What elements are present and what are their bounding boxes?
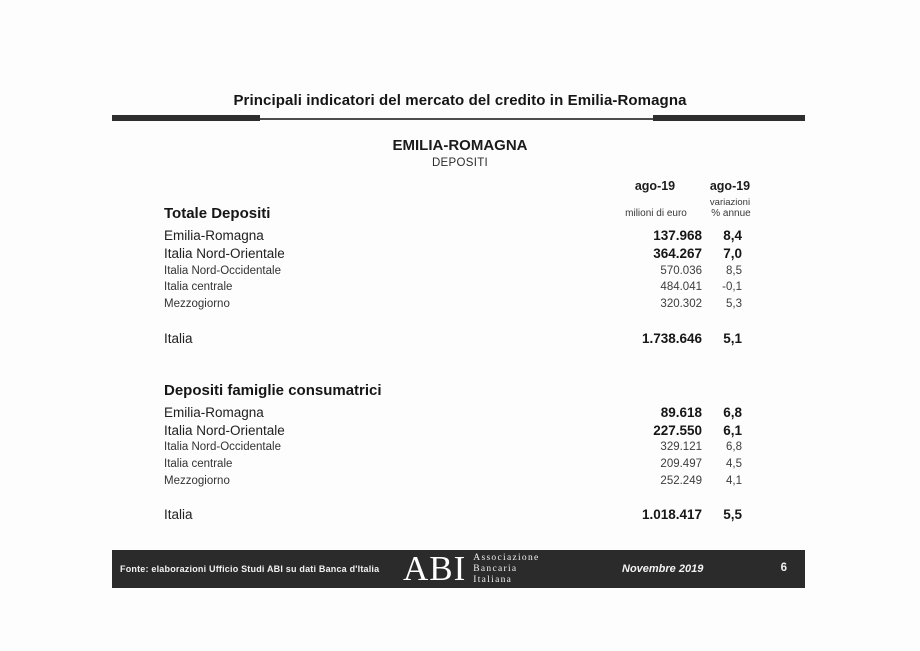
column-header-unit-1: milioni di euro — [625, 208, 687, 219]
footer-bar — [112, 550, 805, 588]
title-divider — [112, 114, 805, 123]
row-value: 1.738.646 — [641, 331, 702, 346]
row-value: 329.121 — [660, 441, 702, 453]
row-value: 364.267 — [653, 246, 702, 261]
table-row — [164, 298, 742, 315]
row-label: Mezzogiorno — [164, 475, 230, 487]
footer-page-number: 6 — [780, 562, 787, 574]
table-row — [164, 405, 742, 422]
row-label: Italia Nord-Occidentale — [164, 441, 281, 453]
row-pct: 8,4 — [723, 228, 742, 243]
footer-date: Novembre 2019 — [622, 563, 704, 575]
footer-source-text: Fonte: elaborazioni Ufficio Studi ABI su dati Banca d'Italia — [120, 564, 380, 574]
row-label: Emilia-Romagna — [164, 228, 264, 243]
row-pct: 4,5 — [726, 458, 742, 470]
divider-thick-right — [653, 115, 805, 121]
table-row — [164, 423, 742, 440]
table-total-row — [164, 507, 742, 524]
row-value: 320.302 — [660, 298, 702, 310]
row-label: Italia Nord-Orientale — [164, 246, 285, 261]
abi-logo — [403, 550, 540, 588]
row-label: Italia — [164, 507, 193, 522]
column-header-variazioni: variazioni — [709, 197, 751, 208]
table-total-row — [164, 331, 742, 348]
row-value: 227.550 — [653, 423, 702, 438]
region-heading: EMILIA-ROMAGNA — [392, 137, 528, 154]
section-heading: DEPOSITI — [431, 157, 489, 169]
row-pct: 6,8 — [726, 441, 742, 453]
abi-logo-text: ABI — [403, 549, 467, 588]
abi-logo-caption — [473, 550, 539, 586]
table-row — [164, 441, 742, 458]
row-label: Italia centrale — [164, 458, 233, 470]
row-label: Mezzogiorno — [164, 298, 230, 310]
row-value: 89.618 — [660, 405, 702, 420]
row-pct: 5,3 — [726, 298, 742, 310]
abi-caption-line: Bancaria — [473, 564, 518, 574]
abi-caption-line: Italiana — [473, 575, 513, 585]
table-row — [164, 475, 742, 492]
column-header-period-1: ago-19 — [634, 179, 676, 193]
table-title-totale-depositi: Totale Depositi — [164, 205, 271, 222]
row-label: Italia centrale — [164, 281, 233, 293]
table-row — [164, 228, 742, 245]
row-pct: 6,8 — [723, 405, 742, 420]
row-value: 252.249 — [660, 475, 702, 487]
row-value: 570.036 — [660, 265, 702, 277]
row-label: Italia Nord-Occidentale — [164, 265, 281, 277]
table-row — [164, 246, 742, 263]
row-pct: 4,1 — [726, 475, 742, 487]
abi-caption-line: Associazione — [473, 553, 540, 563]
table-row — [164, 458, 742, 475]
row-label: Italia Nord-Orientale — [164, 423, 285, 438]
row-value: 137.968 — [653, 228, 702, 243]
row-label: Italia — [164, 331, 193, 346]
row-value: 1.018.417 — [641, 507, 702, 522]
column-header-unit-2: % annue — [711, 208, 751, 219]
table-row — [164, 265, 742, 282]
divider-thick-left — [112, 115, 260, 121]
table-row — [164, 281, 742, 298]
row-pct: 5,5 — [723, 507, 742, 522]
page-title: Principali indicatori del mercato del credito in Emilia-Romagna — [233, 92, 687, 109]
row-pct: 5,1 — [723, 331, 742, 346]
row-label: Emilia-Romagna — [164, 405, 264, 420]
row-pct: 7,0 — [723, 246, 742, 261]
row-value: 209.497 — [660, 458, 702, 470]
row-pct: 6,1 — [723, 423, 742, 438]
row-pct: -0,1 — [722, 281, 742, 293]
row-pct: 8,5 — [726, 265, 742, 277]
row-value: 484.041 — [660, 281, 702, 293]
table-title-depositi-famiglie: Depositi famiglie consumatrici — [164, 382, 382, 399]
column-header-period-2: ago-19 — [709, 179, 751, 193]
